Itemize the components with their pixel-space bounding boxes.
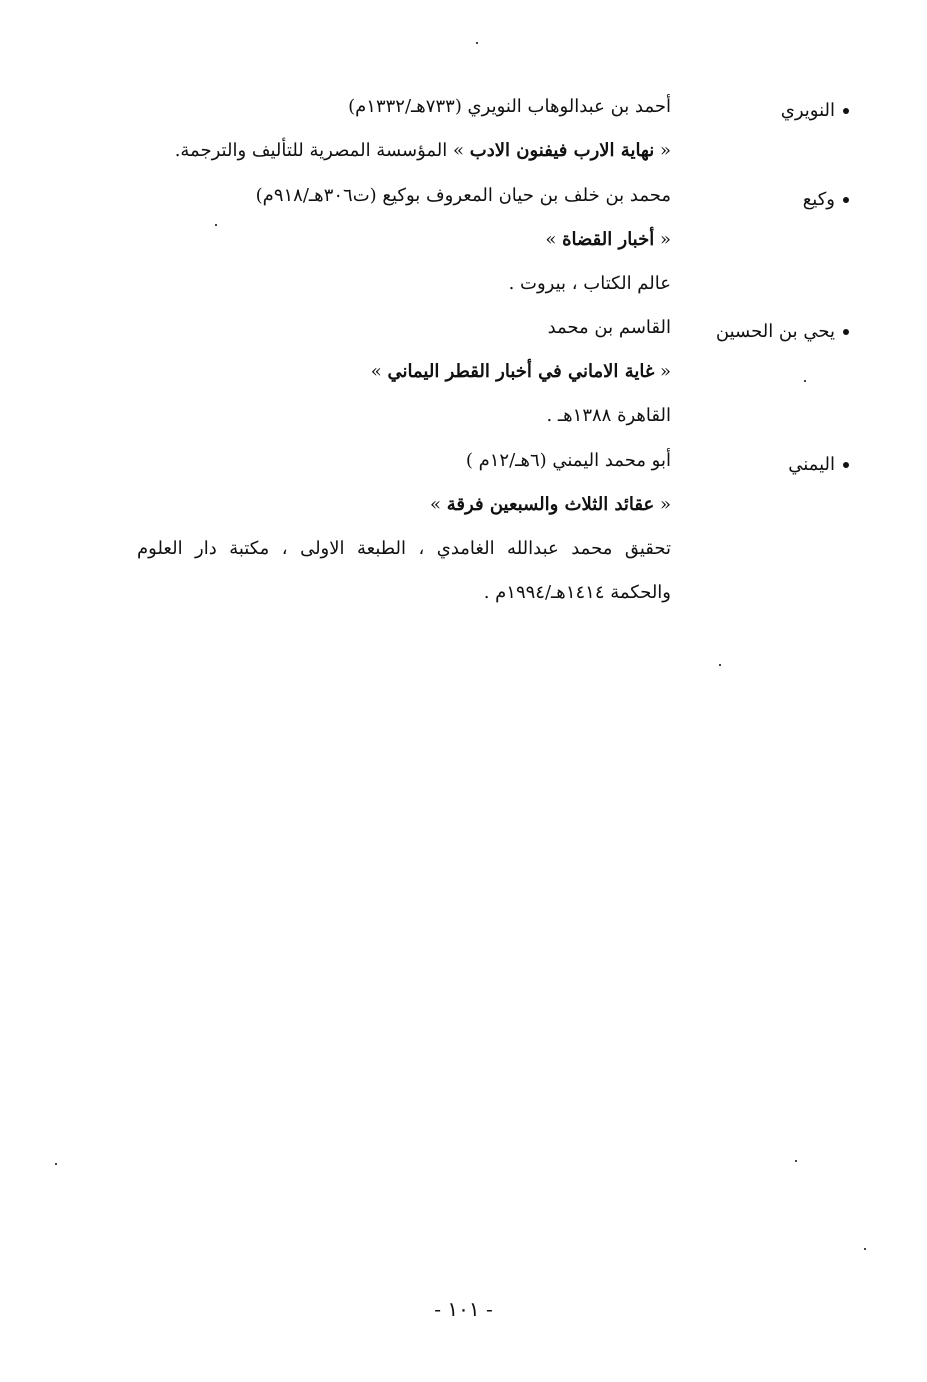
close-quote: »: [430, 494, 442, 515]
entry-label: [679, 188, 849, 212]
close-quote: »: [545, 229, 557, 250]
entry-label-text: النويري: [780, 100, 835, 121]
bullet-icon: [843, 197, 849, 203]
entry-label-text: يحي بن الحسين: [715, 321, 835, 342]
entry-title-line: [371, 360, 671, 384]
entry-publisher-line: القاهرة ١٣٨٨هـ .: [546, 405, 671, 426]
open-quote: «: [659, 140, 671, 161]
page-number: - ١٠١ -: [434, 1297, 493, 1321]
entry-label-text: وكيع: [802, 189, 835, 210]
open-quote: «: [659, 229, 671, 250]
entry-publisher-line: تحقيق محمد عبدالله الغامدي ، الطبعة الاولى ، مكتبة دار العلوم: [137, 538, 671, 559]
publisher-text: المؤسسة المصرية للتأليف والترجمة.: [174, 140, 454, 161]
entry-label: [679, 320, 849, 344]
book-title: أخبار القضاة: [562, 229, 655, 250]
entry-author-line: أبو محمد اليمني (٦هـ/١٢م ): [465, 450, 671, 471]
entry-author-line: محمد بن خلف بن حيان المعروف بوكيع (ت٣٠٦هـ/٩١٨م): [255, 185, 671, 206]
scan-speck: [804, 380, 806, 382]
entry-label: [679, 453, 849, 477]
book-title: نهاية الارب فيفنون الادب: [469, 140, 655, 161]
scan-speck: [215, 224, 217, 226]
entry-title-line: [175, 139, 671, 163]
entry-title-line: [545, 228, 671, 252]
open-quote: «: [659, 494, 671, 515]
book-title: غاية الاماني في أخبار القطر اليماني: [387, 361, 655, 382]
book-title: عقائد الثلاث والسبعين فرقة: [446, 494, 655, 515]
close-quote: »: [453, 140, 465, 161]
bullet-icon: [843, 462, 849, 468]
scan-speck: [864, 1248, 866, 1250]
entry-publisher-line-continued: والحكمة ١٤١٤هـ/١٩٩٤م .: [483, 582, 671, 603]
entry-publisher-line: عالم الكتاب ، بيروت .: [508, 273, 671, 294]
scan-speck: [55, 1163, 57, 1165]
scan-speck: [795, 1160, 797, 1162]
entry-author-line: أحمد بن عبدالوهاب النويري (٧٣٣هـ/١٣٣٢م): [348, 96, 671, 117]
scan-speck: [476, 42, 478, 44]
open-quote: «: [659, 361, 671, 382]
entry-label-text: اليمني: [788, 454, 835, 475]
bullet-icon: [843, 108, 849, 114]
scan-speck: [719, 664, 721, 666]
bullet-icon: [843, 329, 849, 335]
entry-author-line: القاسم بن محمد: [547, 317, 671, 338]
entry-title-line: [430, 493, 671, 517]
entry-label: [679, 99, 849, 123]
close-quote: »: [370, 361, 382, 382]
